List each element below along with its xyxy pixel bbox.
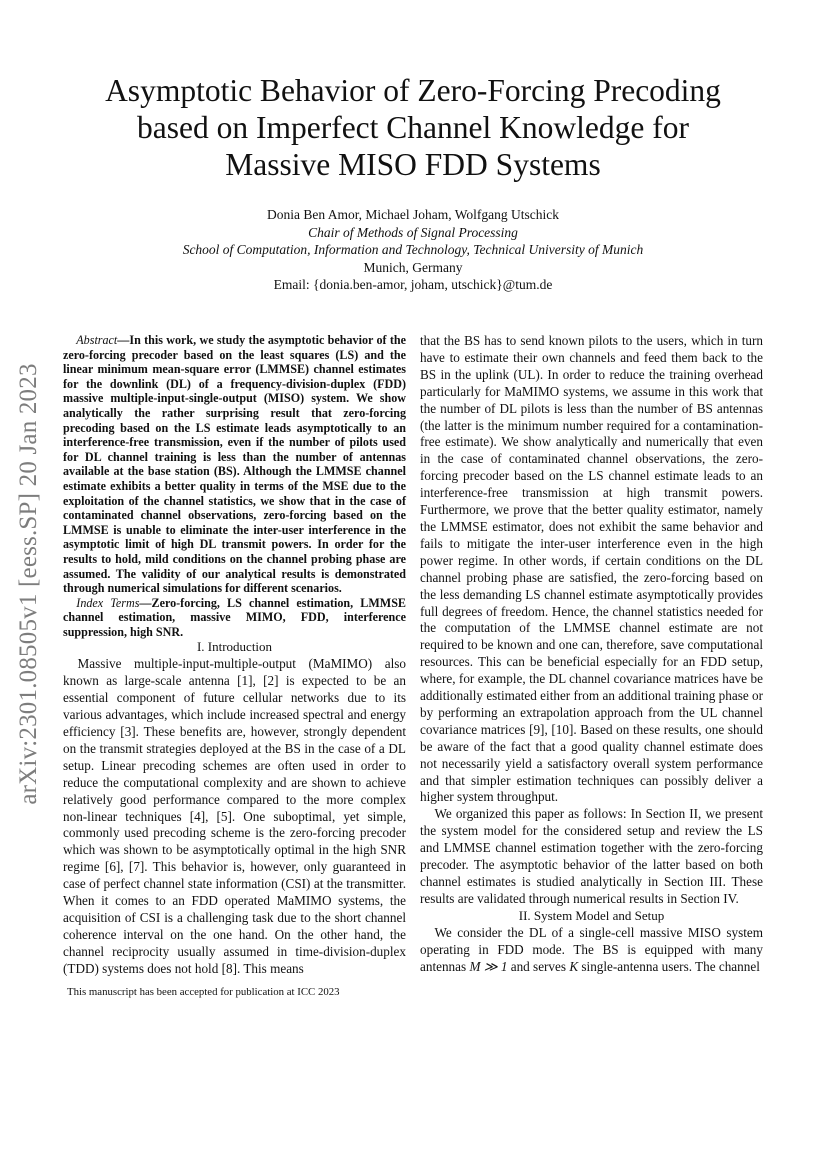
author-email: Email: {donia.ben-amor, joham, utschick}@tum.de [273,277,553,292]
author-block [40,206,786,294]
index-terms-text: —Zero-forcing, LS channel estimation, LMMSE channel estimation, massive MIMO, FDD, interference suppression, high SNR. [63,595,406,639]
intro-paragraph-continued: that the BS has to send known pilots to the users, which in turn have to estimate their own channels and feed them back to the BS in the uplink (UL). In order to reduce the training overhead particularly for MaMIMO systems, we assume in this work that the number of DL pilots is less than the number of BS antennas (the latter is the minimum number required for a contamination-free estimate). We show analytically and numerically that even in the case of contaminated channel observations, the zero-forcing precoder based on the LS channel estimate leads to an interference-free transmission at high transmit powers. Furthermore, we prove that the better quality estimator, namely the LMMSE estimator, does not exhibit the same behavior and fails to mitigate the inter-user interference even in the high power regime. In other words, if certain conditions on the DL channel probing phase are satisfied, the zero-forcing based on the less demanding LS channel estimate asymptotically provides full degrees of freedom. Hence, the channel statistics needed for the computation of the LMMSE channel estimate are not required to be known and one can, therefore, save computational resources. This can be beneficial especially for an FDD setup, where, for example, the DL channel covariance matrices have be additionally estimated either from an additional training phase or by performing an extrapolation approach from the UL channel covariance matrices [9], [10]. Based on these results, one should be aware of the fact that a good quality channel estimate does not necessarily yield a satisfactory overall system performance and that simpler estimation techniques can possibly deliver a higher system throughput. [420,333,763,805]
system-model-paragraph [420,925,763,976]
system-model-text-1: We consider the DL of a single-cell massive MISO system operating in FDD mode. The BS is equipped with many antennas [420,924,763,974]
title-line-1: Asymptotic Behavior of Zero-Forcing Precoding [105,73,721,108]
intro-paragraph-1: Massive multiple-input-multiple-output (MaMIMO) also known as large-scale antenna [1], [2] is expected to be an essential component of future cellular networks due to its various advantages, which include increased spectral and energy efficiency [3]. These benefits are, however, strongly dependent on the transmit strategies deployed at the BS in the case of a DL setup. Linear precoding schemes are often used in order to reduce the computational complexity and are shown to achieve relatively good performance compared to the more complex non-linear techniques [4], [5]. One suboptimal, yet simple, commonly used precoding scheme is the zero-forcing precoder which was shown to be asymptotically optimal in the high SNR regime [6], [7]. This behavior is, however, only guaranteed in case of perfect channel state information (CSI) at the transmitter. When it comes to an FDD operated MaMIMO systems, the acquisition of CSI is a challenging task due to the short channel coherence interval on the one hand. On the other hand, the channel reciprocity usually assumed in time-division-duplex (TDD) systems does not hold [8]. This means [63,656,406,976]
intro-paragraph-organization: We organized this paper as follows: In Section II, we present the system model for the considered setup and review the LS and LMMSE channel estimation together with the zero-forcing precoder. The asymptotic behavior of the latter based on both channel estimates is studied analytically in Section III. These results are validated through numerical results in Section IV. [420,806,763,906]
system-model-text-2: and serves [507,958,570,974]
arxiv-sidebar [12,334,46,834]
index-terms-label: Index Terms [76,595,140,610]
title-line-2: based on Imperfect Channel Knowledge for [137,110,689,145]
index-terms [63,596,406,640]
footnote [63,986,406,999]
left-column [63,333,406,978]
abstract-text: —In this work, we study the asymptotic behavior of the zero-forcing precoder based on the least squares (LS) and the linear minimum mean-square error (LMMSE) channel estimates for the downlink (DL) of a frequency-division-duplex (FDD) massive multiple-input-single-output (MISO) system. We show analytically the rather surprising result that zero-forcing precoding based on the LS estimate leads asymptotically to an interference-free transmission, even if the number of pilots used for DL channel training is less than the number of antennas available at the base station (BS). Although the LMMSE channel estimate exhibits a better quality in terms of the MSE due to the exploitation of the channel statistics, we show that in the case of contaminated channel observations, zero-forcing based on the LMMSE is unable to eliminate the inter-user interference in the asymptotic limit of high DL transmit powers. In order for the results to hold, mild conditions on the channel probing phase are assumed. The validity of our analytical results is demonstrated through numerical simulations for different scenarios. [63,333,406,596]
math-K: K [569,958,579,974]
paper-title [40,72,786,183]
section-heading-introduction: I. Introduction [196,639,273,655]
affiliation-chair: Chair of Methods of Signal Processing [308,224,518,240]
affiliation-school: School of Computation, Information and Technology, Technical University of Munich [182,242,644,257]
section-heading-system-model: II. System Model and Setup [518,907,665,923]
abstract [63,333,406,596]
abstract-label: Abstract [76,333,118,347]
right-column [420,333,763,975]
footnote-text: This manuscript has been accepted for publication at ICC 2023 [67,986,340,998]
author-names: Donia Ben Amor, Michael Joham, Wolfgang Utschick [266,207,560,222]
system-model-text-3: single-antenna users. The channel [578,958,760,974]
title-line-3: Massive MISO FDD Systems [225,147,601,182]
affiliation-city: Munich, Germany [363,259,463,275]
math-M: M ≫ 1 [469,958,508,974]
arxiv-identifier: arXiv:2301.08505v1 [eess.SP] 20 Jan 2023 [15,363,42,805]
